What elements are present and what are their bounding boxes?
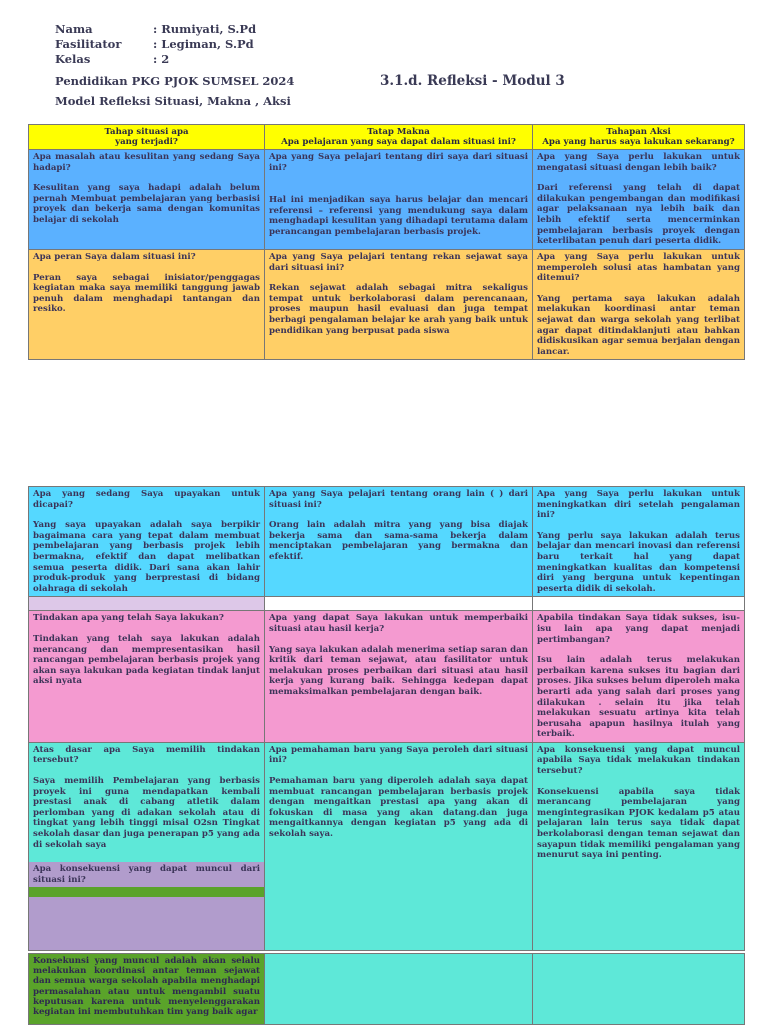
column-header-aksi: Tahapan Aksi Apa yang harus saya lakukan sekarang? [533, 125, 745, 150]
konsekuensi-subcell: Apa konsekuensi yang dapat muncul dari situasi ini? [29, 862, 264, 950]
cell-aksi: Apa konsekuensi yang dapat muncul apabila Saya tidak melakukan tindakan tersebut? Konsekuensi apabila saya tidak merancang pembelajaran yang mengintegrasikan PJOK kedalam p5 atau pelajaran lain terus saya tidak dapat berkolaborasi dengan teman sejawat dan sayapun tidak memiliki pengalaman yang menurut saya ini penting. [533, 742, 745, 950]
cell-makna: Apa yang Saya pelajari tentang orang lain ( ) dari situasi ini? Orang lain adalah mitra yang yang bisa diajak bekerja sama dan sama-sama bekerja dalam menciptakan pembelajaran yang bermakna dan efektif. [265, 487, 533, 597]
table-row [29, 487, 745, 597]
table-spacer-row [29, 597, 745, 611]
cell-makna: Apa pemahaman baru yang Saya peroleh dari situasi ini? Pemahaman baru yang diperoleh adalah saya dapat membuat rancangan pembelajaran berbasis projek dengan mengaitkan prestasi apa yang akan di fokuskan di masa yang akan datang.dan juga mengaitkannya dengan kegiatan p5 yang ada di sekolah saya. [265, 742, 533, 950]
program-name: Pendidikan PKG PJOK SUMSEL 2024 [55, 74, 295, 88]
green-highlight-bar [29, 887, 264, 897]
cell-makna [265, 954, 533, 1025]
cell-aksi: Apa yang Saya perlu lakukan untuk meningkatkan diri setelah pengalaman ini? Yang perlu saya lakukan adalah terus belajar dan mencari inovasi dan referensi baru terkait hal yang dapat meningkatkan kualitas dan kompetensi diri yang berguna untuk kepentingan peserta didik di sekolah. [533, 487, 745, 597]
nama-value: : Rumiyati, S.Pd [153, 22, 257, 36]
reflection-table-top [28, 124, 745, 360]
column-header-situasi: Tahap situasi apa yang terjadi? [29, 125, 265, 150]
cell-makna: Apa yang Saya pelajari tentang rekan sejawat saya dari situasi ini? Rekan sejawat adalah sebagai mitra sekaligus tempat untuk berkolaborasi dalam perencanaan, proses maupun hasil evaluasi dan juga tempat berbagi pengalaman belajar ke arah yang baik untuk pendidikan yang berpusat pada siswa [265, 250, 533, 360]
cell-situasi: Tindakan apa yang telah Saya lakukan? Tindakan yang telah saya lakukan adalah merancang dan mempresentasikan hasil rancangan pembelajaran berbasis projek yang akan saya lakukan pada kegiatan tindak lanjut aksi nyata [29, 611, 265, 743]
fasilitator-label: Fasilitator [55, 37, 122, 51]
cell-makna: Apa yang Saya pelajari tentang diri saya dari situasi ini? Hal ini menjadikan saya harus belajar dan mencari referensi – referensi yang mendukung saya dalam menghadapi kesulitan yang dihadapi terutama dalam perancangan pembelajaran berbasis projek. [265, 150, 533, 250]
cell-makna: Apa yang dapat Saya lakukan untuk memperbaiki situasi atau hasil kerja? Yang saya lakukan adalah menerima setiap saran dan kritik dari teman sejawat, atau fasilitator untuk melakukan proses perbaikan dari situasi atau hasil kerja yang kurang baik. Sehingga kedepan dapat memaksimalkan pembelajaran dengan baik. [265, 611, 533, 743]
cell-situasi: Konsekunsi yang muncul adalah akan selalu melakukan koordinasi antar teman sejawat dan semua warga sekolah apabila menghadapi permasalahan atau untuk mengambil suatu keputusan karena untuk menyelenggarakan kegiatan ini membutuhkan tim yang baik agar [29, 954, 265, 1025]
table-row [29, 742, 745, 950]
model-name: Model Refleksi Situasi, Makna , Aksi [55, 94, 291, 108]
nama-label: Nama [55, 22, 93, 36]
cell-aksi: Apabila tindakan Saya tidak sukses, isu-isu lain apa yang dapat menjadi pertimbangan? Isu lain adalah terus melakukan perbaikan karena sukses itu bagian dari proses. Jika sukses belum diperoleh maka berarti ada yang salah dari proses yang dilakukan . selain itu jika telah melakukan sesuatu artinya kita telah berusaha apapun hasilnya itulah yang terbaik. [533, 611, 745, 743]
cell-aksi: Apa yang Saya perlu lakukan untuk memperoleh solusi atas hambatan yang ditemui? Yang pertama saya lakukan adalah melakukan koordinasi antar teman sejawat dan warga sekolah yang terlibat agar dapat ditindaklanjuti atau bahkan didiskusikan agar semua berjalan dengan lancar. [533, 250, 745, 360]
table-row [29, 150, 745, 250]
cell-situasi: Apa yang sedang Saya upayakan untuk dicapai? Yang saya upayakan adalah saya berpikir bagaimana cara yang tepat dalam membuat pembelajaran yang berbasis projek lebih bermakna, efektif dan dapat melibatkan semua peserta didik. Dari sana akan lahir produk-produk yang berprestasi di bidang olahraga di sekolah [29, 487, 265, 597]
reflection-table-middle [28, 486, 745, 951]
reflection-table-bottom [28, 953, 745, 1025]
cell-aksi: Apa yang Saya perlu lakukan untuk mengatasi situasi dengan lebih baik? Dari referensi yang telah di dapat dilakukan pengembangan dan modifikasi agar pelaksanaan nya lebih baik dan lebih efektif serta mencerminkan pembelajaran berbasis proyek dengan keterlibatan penuh dari peserta didik. [533, 150, 745, 250]
table-row [29, 611, 745, 743]
kelas-value: : 2 [153, 52, 170, 66]
cell-situasi: Apa peran Saya dalam situasi ini? Peran saya sebagai inisiator/penggagas kegiatan maka saya memiliki tanggung jawab penuh dalam menghadapi tantangan dan resiko. [29, 250, 265, 360]
column-header-makna: Tatap Makna Apa pelajaran yang saya dapat dalam situasi ini? [265, 125, 533, 150]
kelas-label: Kelas [55, 52, 91, 66]
fasilitator-value: : Legiman, S.Pd [153, 37, 254, 51]
table-header-row [29, 125, 745, 150]
cell-situasi: Atas dasar apa Saya memilih tindakan tersebut? Saya memilih Pembelajaran yang berbasis proyek ini guna mendapatkan kembali prestasi anak di cabang atletik dalam perlomban yang di adakan sekolah atau di tingkat yang lebih tinggi misal O2sn Tingkat sekolah dasar dan juga penerapan p5 yang ada di sekolah saya Apa konsekuensi yang dapat muncul dari situasi ini? [29, 742, 265, 950]
table-row [29, 250, 745, 360]
cell-aksi [533, 954, 745, 1025]
cell-situasi: Apa masalah atau kesulitan yang sedang Saya hadapi? Kesulitan yang saya hadapi adalah belum pernah Membuat pembelajaran yang berbasisi proyek dan bekerja sama dengan komunitas belajar di sekolah [29, 150, 265, 250]
table-row [29, 954, 745, 1025]
page-title: 3.1.d. Refleksi - Modul 3 [380, 73, 565, 89]
